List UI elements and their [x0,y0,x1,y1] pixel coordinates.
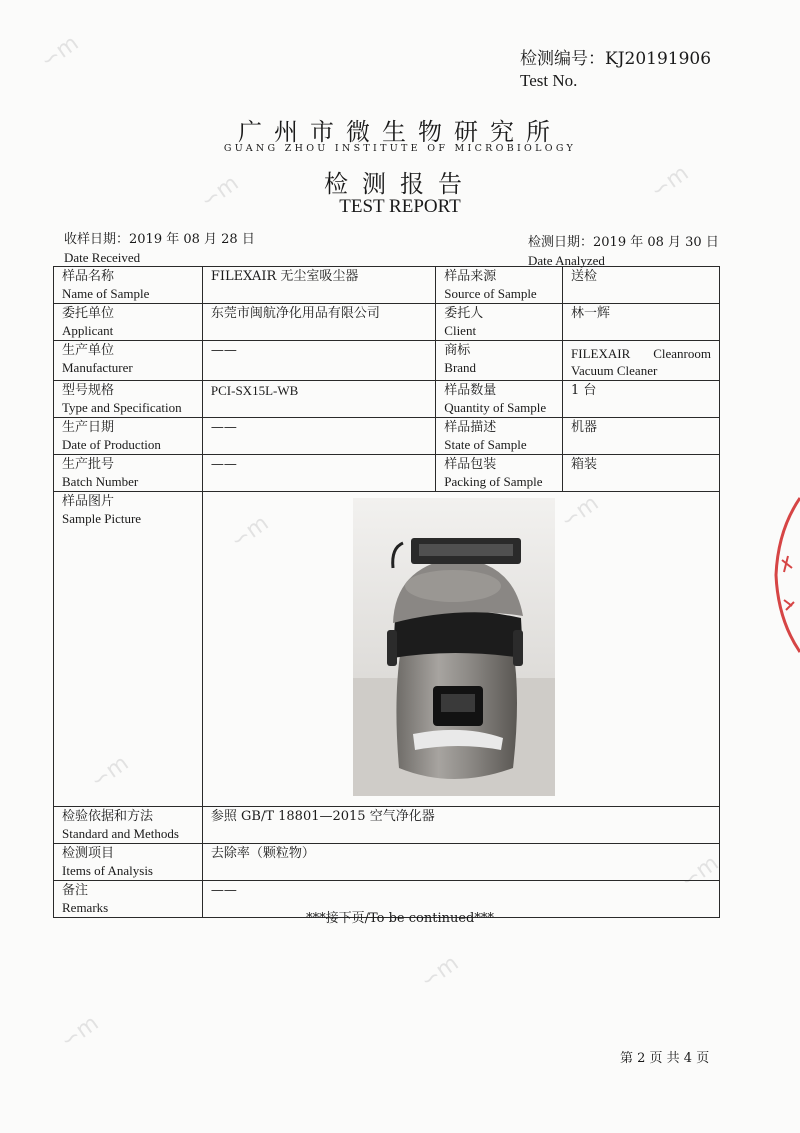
label-en: Brand [444,360,477,375]
table-row [54,304,720,341]
label-cell [54,844,203,881]
date-received-en: Date Received [64,250,141,265]
label-cell [436,267,563,304]
watermark-mark: ∽ⅿ [646,160,694,205]
label-en: Applicant [62,323,114,338]
watermark-mark: ∽ⅿ [36,30,84,75]
label-cell [54,381,203,418]
label-cell [54,267,203,304]
label-en: Remarks [62,900,109,915]
label-cell [54,807,203,844]
watermark-mark: ∽ⅿ [86,750,134,795]
label-en: Type and Specification [62,400,182,415]
label-cn: 检验依据和方法 [62,809,154,824]
label-cn: 委托人 [444,306,484,321]
label-en: Client [444,323,477,338]
table-row [54,341,720,381]
label-en: Quantity of Sample [444,400,547,415]
to-be-continued: ***接下页/To be continued*** [306,911,494,926]
standard-value: 参照 GB/T 18801—2015 空气净化器 [202,807,719,844]
label-en: Items of Analysis [62,863,153,878]
brand-word: Cleanroom [653,346,711,361]
table-row [54,267,720,304]
label-cell [436,418,563,455]
label-cell [436,455,563,492]
packing-value: 箱装 [563,455,720,492]
table-row [54,418,720,455]
sample-name-value: FILEXAIR 无尘室吸尘器 [202,267,435,304]
type-spec-value: PCI-SX15L-WB [202,381,435,418]
label-en: Sample Picture [62,511,142,526]
report-title-en: TEST REPORT [339,196,461,217]
label-cn: 样品描述 [444,420,497,435]
label-cn: 备注 [62,883,89,898]
date-received-cn: 收样日期：2019 年 08 月 28 日 [64,232,255,247]
client-value: 林一辉 [563,304,720,341]
batch-value: —— [202,455,435,492]
label-en: Packing of Sample [444,474,543,489]
date-analyzed-cn: 检测日期：2019 年 08 月 30 日 [528,235,719,250]
table-row [54,844,720,881]
table-row [54,807,720,844]
table-row [54,492,720,807]
test-number-en: Test No. [520,71,578,90]
label-cn: 样品名称 [62,269,115,284]
page-number: 第 2 页 共 4 页 [620,1051,710,1066]
label-cn: 样品来源 [444,269,497,284]
picture-cell [202,492,719,807]
manufacturer-value: —— [202,341,435,381]
institute-name-cn: 广州市微生物研究所 [238,118,562,146]
applicant-value: 东莞市闽航净化用品有限公司 [202,304,435,341]
label-cn: 委托单位 [62,306,115,321]
report-table [53,266,720,918]
label-cn: 样品包装 [444,457,497,472]
label-en: Name of Sample [62,286,150,301]
label-cell [436,304,563,341]
label-cell [54,418,203,455]
report-title-cn: 检测报告 [324,170,476,198]
label-cell [436,381,563,418]
remarks-value: —— [202,881,719,918]
label-cell [436,341,563,381]
date-analyzed [528,234,719,270]
label-cell [54,304,203,341]
label-en: State of Sample [444,437,527,452]
date-analyzed-en: Date Analyzed [528,253,605,268]
institute-name-en: GUANG ZHOU INSTITUTE OF MICROBIOLOGY [223,143,577,154]
production-date-value: —— [202,418,435,455]
watermark-mark: ∽ⅿ [556,490,604,535]
table-row [54,455,720,492]
label-cn: 样品图片 [62,494,115,509]
state-value: 机器 [563,418,720,455]
label-cn: 型号规格 [62,383,115,398]
label-cn: 样品数量 [444,383,497,398]
label-en: Batch Number [62,474,139,489]
label-en: Date of Production [62,437,161,452]
label-cn: 生产日期 [62,420,115,435]
label-cell [54,341,203,381]
label-en: Manufacturer [62,360,133,375]
label-cn: 检测项目 [62,846,115,861]
test-number-cn: 检测编号：KJ20191906 [520,49,712,69]
red-seal-fragment [760,490,800,660]
watermark-mark: ∽ⅿ [226,510,274,555]
label-en: Source of Sample [444,286,537,301]
watermark-mark: ∽ⅿ [676,850,724,895]
label-cn: 商标 [444,343,471,358]
label-en: Standard and Methods [62,826,179,841]
sample-photo [353,498,555,796]
label-cn: 生产批号 [62,457,115,472]
brand-name: FILEXAIR [571,346,631,361]
date-received [64,231,255,267]
label-cn: 生产单位 [62,343,115,358]
test-number [520,48,711,92]
watermark-mark: ∽ⅿ [416,950,464,995]
items-value: 去除率（颗粒物） [202,844,719,881]
sample-source-value: 送检 [563,267,720,304]
label-cell [54,492,203,807]
brand-desc: Vacuum Cleaner [571,363,658,378]
watermark-mark: ∽ⅿ [56,1010,104,1055]
brand-value [563,341,720,381]
table-row [54,381,720,418]
label-cell [54,455,203,492]
quantity-value: 1 台 [563,381,720,418]
watermark-mark: ∽ⅿ [196,170,244,215]
